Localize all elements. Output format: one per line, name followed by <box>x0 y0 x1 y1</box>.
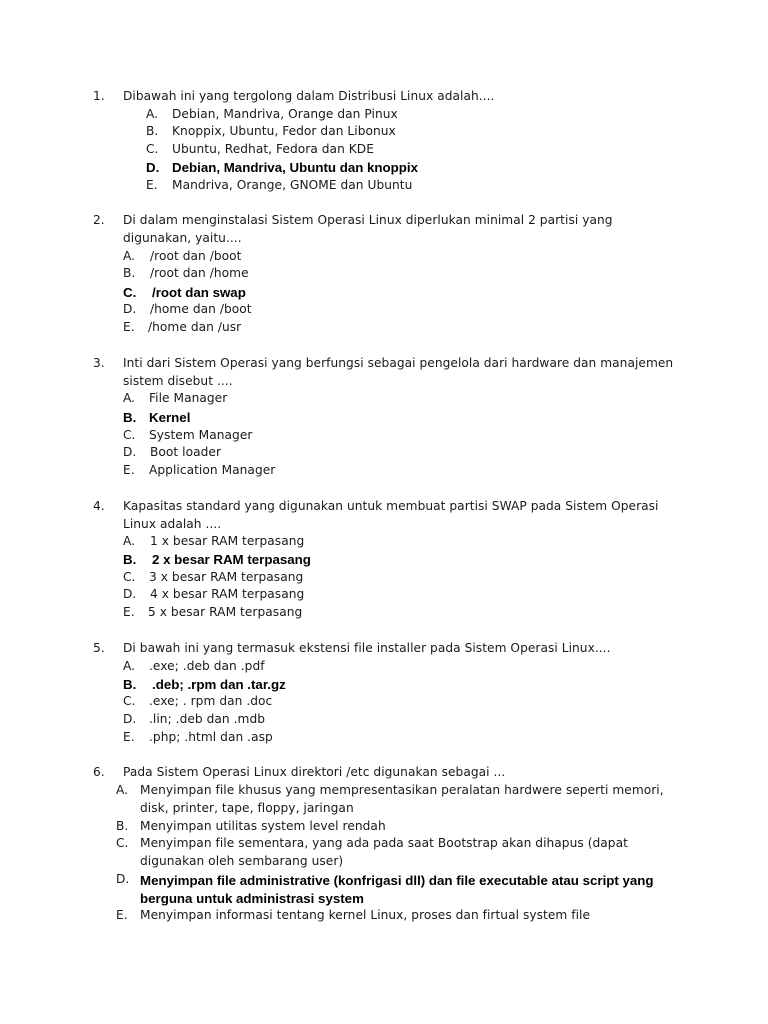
correct-option-text: /root dan swap <box>152 285 246 300</box>
option-text: System Manager <box>149 428 253 442</box>
option-letter: D. <box>123 302 137 316</box>
option-letter: C. <box>146 142 159 156</box>
option-letter: B. <box>146 124 159 138</box>
question-number: 3. <box>93 356 105 370</box>
option-text: Menyimpan informasi tentang kernel Linux, proses dan firtual system file <box>140 908 591 922</box>
option-letter: E. <box>123 605 135 619</box>
option-text: /root dan /home <box>150 266 249 280</box>
option-text: Application Manager <box>149 463 276 477</box>
correct-option-letter: B. <box>123 410 137 425</box>
question-text: Di bawah ini yang termasuk ekstensi file installer pada Sistem Operasi Linux.... <box>123 641 611 655</box>
option-letter: E. <box>116 908 128 922</box>
question-text: Kapasitas standard yang digunakan untuk membuat partisi SWAP pada Sistem Operasi <box>123 499 659 513</box>
option-text: .exe; .deb dan .pdf <box>149 659 265 673</box>
option-text: /home dan /usr <box>148 320 242 334</box>
option-letter: D. <box>116 872 130 886</box>
question-number: 5. <box>93 641 105 655</box>
option-text: Ubuntu, Redhat, Fedora dan KDE <box>172 142 374 156</box>
correct-option-text: 2 x besar RAM terpasang <box>152 552 311 567</box>
option-letter: A. <box>123 391 136 405</box>
option-letter: A. <box>123 659 136 673</box>
question-text: digunakan, yaitu.... <box>123 231 242 245</box>
option-letter: E. <box>123 463 135 477</box>
option-letter: C. <box>123 570 136 584</box>
correct-option-letter: B. <box>123 677 137 692</box>
option-letter: B. <box>116 819 129 833</box>
question-text: Di dalam menginstalasi Sistem Operasi Linux diperlukan minimal 2 partisi yang <box>123 213 613 227</box>
correct-option-text: Kernel <box>149 410 191 425</box>
question-number: 1. <box>93 89 105 103</box>
question-number: 6. <box>93 765 105 779</box>
option-text: Menyimpan file sementara, yang ada pada saat Bootstrap akan dihapus (dapat <box>140 836 628 850</box>
option-letter: C. <box>123 694 136 708</box>
option-letter: C. <box>116 836 129 850</box>
option-text: Knoppix, Ubuntu, Fedor dan Libonux <box>172 124 396 138</box>
option-letter: E. <box>123 320 135 334</box>
correct-option-text: Menyimpan file administrative (konfrigasi dll) dan file executable atau script yang <box>140 873 654 888</box>
option-text: /root dan /boot <box>150 249 242 263</box>
option-letter: A. <box>123 534 136 548</box>
option-letter: D. <box>123 445 137 459</box>
question-text: Pada Sistem Operasi Linux direktori /etc digunakan sebagai ... <box>123 765 506 779</box>
option-letter: E. <box>146 178 158 192</box>
correct-option-letter: B. <box>123 552 137 567</box>
option-text: /home dan /boot <box>150 302 252 316</box>
correct-option-text: Debian, Mandriva, Ubuntu dan knoppix <box>172 160 419 175</box>
option-letter: E. <box>123 730 135 744</box>
option-text: .lin; .deb dan .mdb <box>149 712 266 726</box>
option-letter: C. <box>123 428 136 442</box>
question-text: Dibawah ini yang tergolong dalam Distribusi Linux adalah.... <box>123 89 495 103</box>
option-letter: A. <box>116 783 129 797</box>
option-letter: D. <box>123 587 137 601</box>
option-text: 4 x besar RAM terpasang <box>150 587 305 601</box>
correct-option-letter: C. <box>123 285 137 300</box>
option-letter: A. <box>123 249 136 263</box>
option-text: File Manager <box>149 391 228 405</box>
question-number: 2. <box>93 213 105 227</box>
option-text: .php; .html dan .asp <box>149 730 273 744</box>
option-letter: A. <box>146 107 159 121</box>
correct-option-text: .deb; .rpm dan .tar.gz <box>152 677 286 692</box>
question-text: Linux adalah .... <box>123 517 222 531</box>
option-text: Menyimpan file khusus yang mempresentasikan peralatan hardwere seperti memori, <box>140 783 664 797</box>
correct-option-text: berguna untuk administrasi system <box>140 891 364 906</box>
question-text: Inti dari Sistem Operasi yang berfungsi sebagai pengelola dari hardware dan manajemen <box>123 356 674 370</box>
option-text: 5 x besar RAM terpasang <box>148 605 303 619</box>
option-letter: D. <box>123 712 137 726</box>
question-text: sistem disebut .... <box>123 374 233 388</box>
option-text: digunakan oleh sembarang user) <box>140 854 344 868</box>
option-text: Boot loader <box>150 445 222 459</box>
option-text: Mandriva, Orange, GNOME dan Ubuntu <box>172 178 413 192</box>
option-text: 1 x besar RAM terpasang <box>150 534 305 548</box>
question-number: 4. <box>93 499 105 513</box>
option-text: .exe; . rpm dan .doc <box>149 694 273 708</box>
correct-option-letter: D. <box>146 160 160 175</box>
option-text: Menyimpan utilitas system level rendah <box>140 819 386 833</box>
option-text: 3 x besar RAM terpasang <box>149 570 304 584</box>
option-text: Debian, Mandriva, Orange dan Pinux <box>172 107 398 121</box>
option-letter: B. <box>123 266 136 280</box>
option-text: disk, printer, tape, floppy, jaringan <box>140 801 354 815</box>
